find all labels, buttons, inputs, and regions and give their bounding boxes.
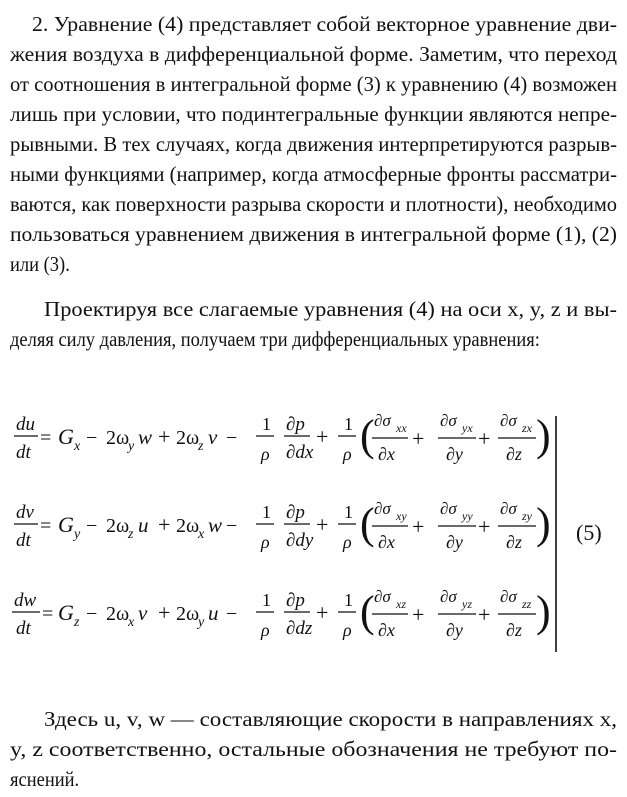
svg-text:∂σ: ∂σ bbox=[500, 411, 517, 430]
svg-text:v: v bbox=[138, 601, 148, 625]
svg-text:du: du bbox=[16, 414, 35, 435]
text-line: жения воздуха в дифференциальной форме. Заметим, что переход bbox=[10, 42, 618, 66]
svg-text:∂σ: ∂σ bbox=[374, 587, 391, 606]
svg-text:∂z: ∂z bbox=[506, 444, 522, 464]
svg-text:(: ( bbox=[360, 587, 375, 636]
svg-text:∂x: ∂x bbox=[378, 620, 395, 640]
text-line: y, z соответственно, остальные обозначения не требуют по- bbox=[10, 737, 618, 761]
svg-text:+: + bbox=[478, 514, 491, 539]
svg-text:x: x bbox=[74, 439, 81, 454]
svg-text:w: w bbox=[138, 425, 153, 449]
svg-text:∂σ: ∂σ bbox=[500, 499, 517, 518]
svg-text:ρ: ρ bbox=[343, 532, 352, 552]
svg-text:ρ: ρ bbox=[343, 444, 352, 464]
svg-text:1: 1 bbox=[262, 590, 271, 610]
svg-text:+: + bbox=[158, 424, 171, 449]
svg-text:−: − bbox=[86, 427, 98, 449]
text-line: 2. Уравнение (4) представляет собой векторное уравнение дви- bbox=[32, 12, 618, 36]
svg-text:∂x: ∂x bbox=[378, 532, 395, 552]
svg-text:∂x: ∂x bbox=[378, 444, 395, 464]
svg-text:dw: dw bbox=[14, 590, 37, 611]
svg-text:zy: zy bbox=[522, 509, 532, 523]
svg-text:u: u bbox=[208, 601, 219, 625]
text-line: рывными. В тех случаях, когда движения интерпретируются разрыв- bbox=[10, 132, 617, 156]
equation-system bbox=[0, 400, 627, 670]
svg-text:dv: dv bbox=[16, 502, 34, 523]
svg-text:∂z: ∂z bbox=[506, 532, 522, 552]
svg-text:+: + bbox=[316, 512, 329, 537]
svg-text:+: + bbox=[158, 512, 171, 537]
svg-text:∂y: ∂y bbox=[446, 444, 463, 464]
svg-text:yy: yy bbox=[462, 509, 473, 523]
svg-text:+: + bbox=[316, 424, 329, 449]
text-line: ваются, как поверхности разрыва скорости и плотности), необходимо bbox=[10, 192, 618, 216]
svg-text:w: w bbox=[208, 513, 223, 537]
svg-text:2ω: 2ω bbox=[106, 515, 130, 537]
equation-row-3 bbox=[12, 587, 551, 640]
svg-text:y: y bbox=[198, 615, 205, 630]
svg-text:1: 1 bbox=[262, 502, 271, 522]
equation-row-1 bbox=[14, 411, 551, 464]
svg-text:+: + bbox=[478, 602, 491, 627]
svg-text:+: + bbox=[412, 514, 425, 539]
svg-text:zx: zx bbox=[522, 421, 532, 435]
svg-text:dt: dt bbox=[16, 442, 31, 463]
svg-text:xz: xz bbox=[396, 597, 406, 611]
text-line: пользоваться уравнением движения в интегральной форме (1), (2) bbox=[10, 222, 617, 246]
svg-text:=: = bbox=[40, 515, 52, 537]
svg-text:+: + bbox=[478, 426, 491, 451]
svg-text:y: y bbox=[74, 527, 81, 542]
svg-text:∂σ: ∂σ bbox=[500, 587, 517, 606]
svg-text:z: z bbox=[74, 615, 80, 630]
svg-text:∂dx: ∂dx bbox=[286, 442, 314, 463]
text-line: Проектируя все слагаемые уравнения (4) на оси x, y, z и вы- bbox=[44, 297, 617, 321]
text-line: лишь при условии, что подинтегральные функции являются непре- bbox=[10, 102, 618, 126]
svg-text:xx: xx bbox=[396, 421, 407, 435]
text-line: или (3). bbox=[10, 252, 70, 276]
equation-number: (5) bbox=[576, 520, 602, 545]
svg-text:(: ( bbox=[360, 499, 375, 548]
svg-text:yz: yz bbox=[462, 597, 472, 611]
svg-text:−: − bbox=[86, 515, 98, 537]
svg-text:(: ( bbox=[360, 411, 375, 460]
svg-text:): ) bbox=[536, 587, 551, 636]
svg-text:+: + bbox=[412, 426, 425, 451]
svg-text:): ) bbox=[536, 499, 551, 548]
svg-text:2ω: 2ω bbox=[176, 603, 200, 625]
svg-text:z: z bbox=[198, 439, 204, 454]
svg-text:ρ: ρ bbox=[343, 620, 352, 640]
svg-text:yx: yx bbox=[462, 421, 473, 435]
svg-text:G: G bbox=[58, 424, 74, 449]
svg-text:y: y bbox=[128, 439, 135, 454]
svg-text:G: G bbox=[58, 600, 74, 625]
svg-text:ρ: ρ bbox=[261, 444, 270, 464]
svg-text:∂p: ∂p bbox=[286, 414, 305, 435]
svg-text:2ω: 2ω bbox=[176, 515, 200, 537]
svg-text:−: − bbox=[226, 603, 238, 625]
svg-text:1: 1 bbox=[344, 502, 353, 522]
svg-text:+: + bbox=[158, 600, 171, 625]
svg-text:∂y: ∂y bbox=[446, 532, 463, 552]
svg-text:∂σ: ∂σ bbox=[440, 499, 457, 518]
svg-text:1: 1 bbox=[344, 590, 353, 610]
svg-text:−: − bbox=[226, 515, 238, 537]
svg-text:−: − bbox=[86, 603, 98, 625]
svg-text:x: x bbox=[128, 615, 135, 630]
svg-text:2ω: 2ω bbox=[106, 603, 130, 625]
svg-text:∂p: ∂p bbox=[286, 590, 305, 611]
svg-text:x: x bbox=[198, 527, 205, 542]
text-line: от соотношения в интегральной форме (3) к уравнению (4) возможен bbox=[10, 72, 618, 96]
svg-text:zz: zz bbox=[522, 597, 532, 611]
svg-text:∂p: ∂p bbox=[286, 502, 305, 523]
svg-text:∂dy: ∂dy bbox=[286, 530, 314, 551]
svg-text:2ω: 2ω bbox=[176, 427, 200, 449]
svg-text:∂σ: ∂σ bbox=[440, 411, 457, 430]
svg-text:+: + bbox=[412, 602, 425, 627]
svg-text:2ω: 2ω bbox=[106, 427, 130, 449]
svg-text:1: 1 bbox=[262, 414, 271, 434]
svg-text:−: − bbox=[226, 427, 238, 449]
svg-text:dt: dt bbox=[16, 530, 31, 551]
svg-text:G: G bbox=[58, 512, 74, 537]
svg-text:∂dz: ∂dz bbox=[286, 618, 313, 639]
svg-text:ρ: ρ bbox=[261, 620, 270, 640]
text-line: ными функциями (например, когда атмосферные фронты рассматри- bbox=[10, 162, 618, 186]
text-line: Здесь u, v, w — составляющие скорости в направлениях x, bbox=[44, 707, 617, 731]
svg-text:v: v bbox=[208, 425, 218, 449]
equation-row-2 bbox=[14, 499, 551, 552]
svg-text:=: = bbox=[40, 427, 52, 449]
svg-text:∂σ: ∂σ bbox=[374, 411, 391, 430]
svg-text:xy: xy bbox=[396, 509, 407, 523]
svg-text:+: + bbox=[316, 600, 329, 625]
text-line: деляя силу давления, получаем три дифференциальных уравнения: bbox=[10, 327, 540, 351]
svg-text:1: 1 bbox=[344, 414, 353, 434]
svg-text:z: z bbox=[128, 527, 134, 542]
svg-text:ρ: ρ bbox=[261, 532, 270, 552]
svg-text:∂z: ∂z bbox=[506, 620, 522, 640]
svg-text:u: u bbox=[138, 513, 149, 537]
svg-text:dt: dt bbox=[16, 618, 31, 639]
svg-text:): ) bbox=[536, 411, 551, 460]
text-line: яснений. bbox=[10, 767, 80, 791]
svg-text:∂y: ∂y bbox=[446, 620, 463, 640]
svg-text:=: = bbox=[42, 603, 54, 625]
svg-text:∂σ: ∂σ bbox=[440, 587, 457, 606]
svg-text:∂σ: ∂σ bbox=[374, 499, 391, 518]
